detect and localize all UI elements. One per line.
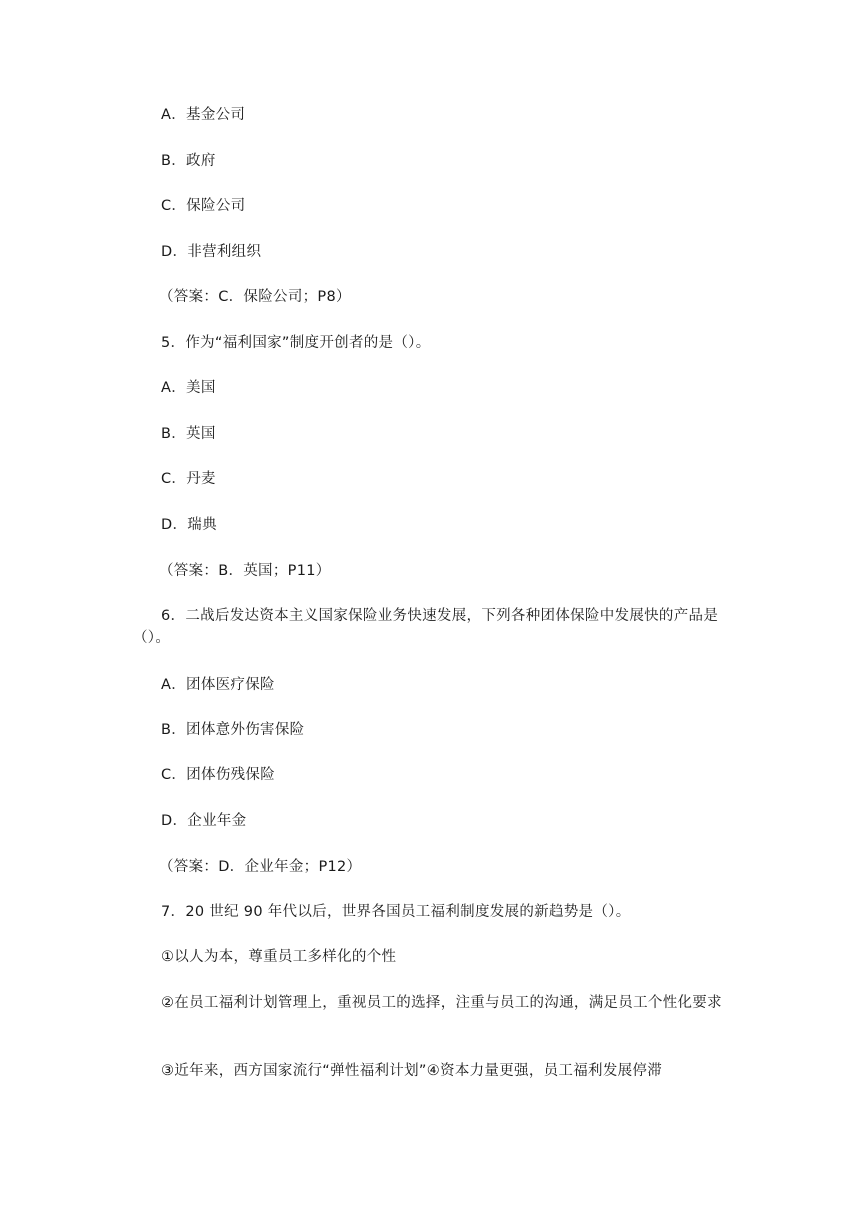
q7-item-3-4: ③近年来，西方国家流行“弹性福利计划”④资本力量更强，员工福利发展停滞	[161, 1063, 663, 1079]
question-5: 5．作为“福利国家”制度开创者的是（）。	[161, 335, 431, 351]
q7-item-2: ②在员工福利计划管理上，重视员工的选择，注重与员工的沟通，满足员工个性化要求	[161, 995, 722, 1011]
q6-option-d: D．企业年金	[161, 813, 247, 829]
option-c-insurance-company: C．保险公司	[161, 198, 246, 214]
answer-q6: （答案：D．企业年金；P12）	[159, 859, 362, 875]
option-a-fund-company: A．基金公司	[161, 107, 246, 123]
answer-q5: （答案：B．英国；P11）	[159, 563, 331, 579]
q5-option-a: A．美国	[161, 380, 216, 396]
q6-option-c: C．团体伤残保险	[161, 767, 276, 783]
q7-item-1: ①以人为本，尊重员工多样化的个性	[161, 949, 397, 965]
q6-option-b: B．团体意外伤害保险	[161, 722, 305, 738]
answer-q4: （答案：C．保险公司；P8）	[159, 289, 351, 305]
option-d-nonprofit: D．非营利组织	[161, 244, 262, 260]
q5-option-c: C．丹麦	[161, 471, 216, 487]
question-6: 6．二战后发达资本主义国家保险业务快速发展，下列各种团体保险中发展快的产品是（）。	[133, 608, 719, 646]
q5-option-b: B．英国	[161, 426, 216, 442]
q6-option-a: A．团体医疗保险	[161, 677, 275, 693]
q5-option-d: D．瑞典	[161, 517, 217, 533]
question-7: 7．20 世纪 90 年代以后，世界各国员工福利制度发展的新趋势是（）。	[161, 904, 631, 920]
option-b-government: B．政府	[161, 153, 216, 169]
